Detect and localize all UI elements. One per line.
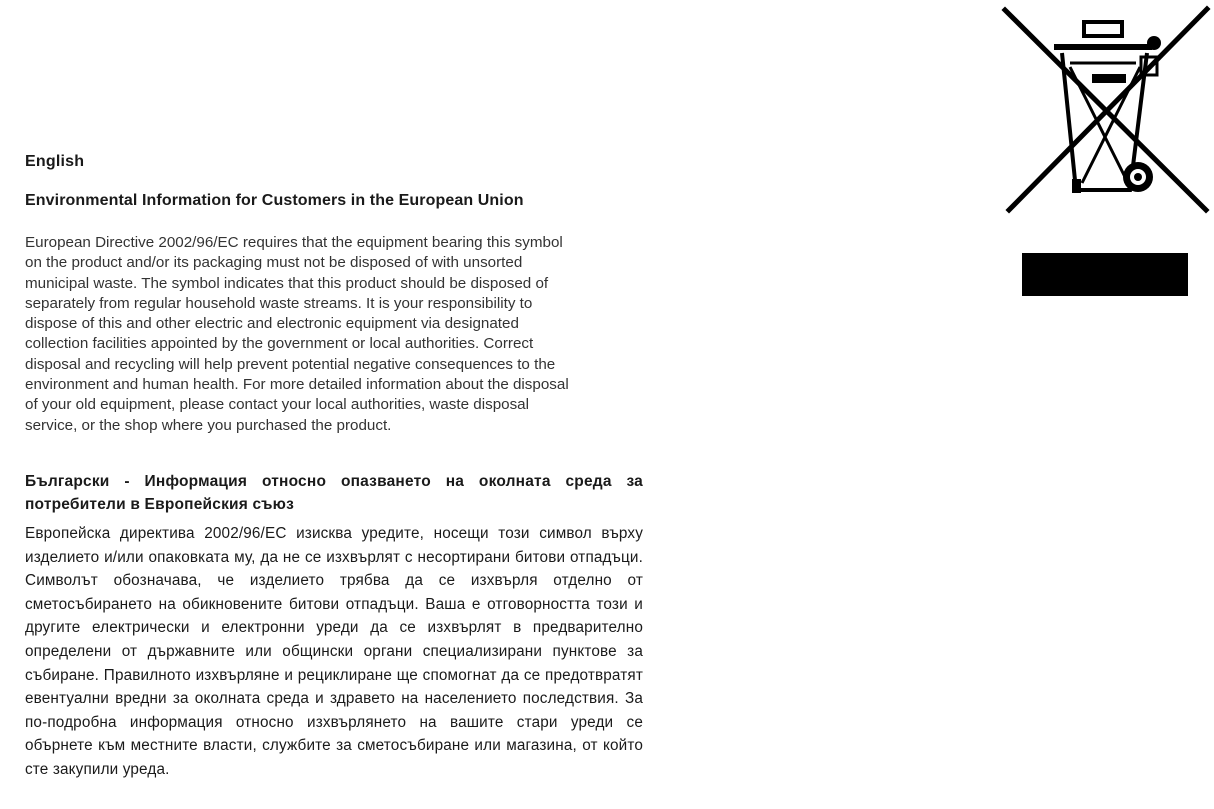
section-title-bulgarian: Български - Информация относно опазването на околната среда за потребители в Европейския съюз xyxy=(25,473,643,513)
section-body-bulgarian: Европейска директива 2002/96/EC изисква уредите, носещи този символ върху изделието и/или опаковката му, да не се изхвърлят с несортирани битови отпадъци. Символът обозначава, че изделието трябва да се изхвърля отделно от сметосъбирането на обикновените битови отпадъци. Ваша е отговорността този и другите електрически и електронни уреди да се изхвърлят в предварително определени от държавните или общински органи специализирани пунктове за събиране. Правилното изхвърляне и рециклиране ще спомогнат да се предотвратят евентуални вредни за околната среда и здравето на населението последствия. За по-подробна информация относно изхвърлянето на вашите стари уреди се обърнете към местните власти, службите за сметосъбиране или магазина, от който сте закупили уреда. xyxy=(25,525,643,778)
solid-bar-marker xyxy=(1022,253,1188,296)
section-body-english: European Directive 2002/96/EC requires that the equipment bearing this symbol on the product and/or its packaging must not be disposed of with unsorted municipal waste. The symbol indicates that this product should be disposed of separately from regular household waste streams. It is your responsibility to dispose of this and other electric and electronic equipment via designated collection facilities appointed by the government or local authorities. Correct disposal and recycling will help prevent potential negative consequences to the environment and human health. For more detailed information about the disposal of your old equipment, please contact your local authorities, waste disposal service, or the shop where you purchased the product. xyxy=(25,234,569,434)
section-title-english: Environmental Information for Customers in the European Union xyxy=(25,192,524,209)
crossed-out-wheelie-bin-icon xyxy=(1000,5,1212,215)
language-heading-english: English xyxy=(25,153,85,170)
